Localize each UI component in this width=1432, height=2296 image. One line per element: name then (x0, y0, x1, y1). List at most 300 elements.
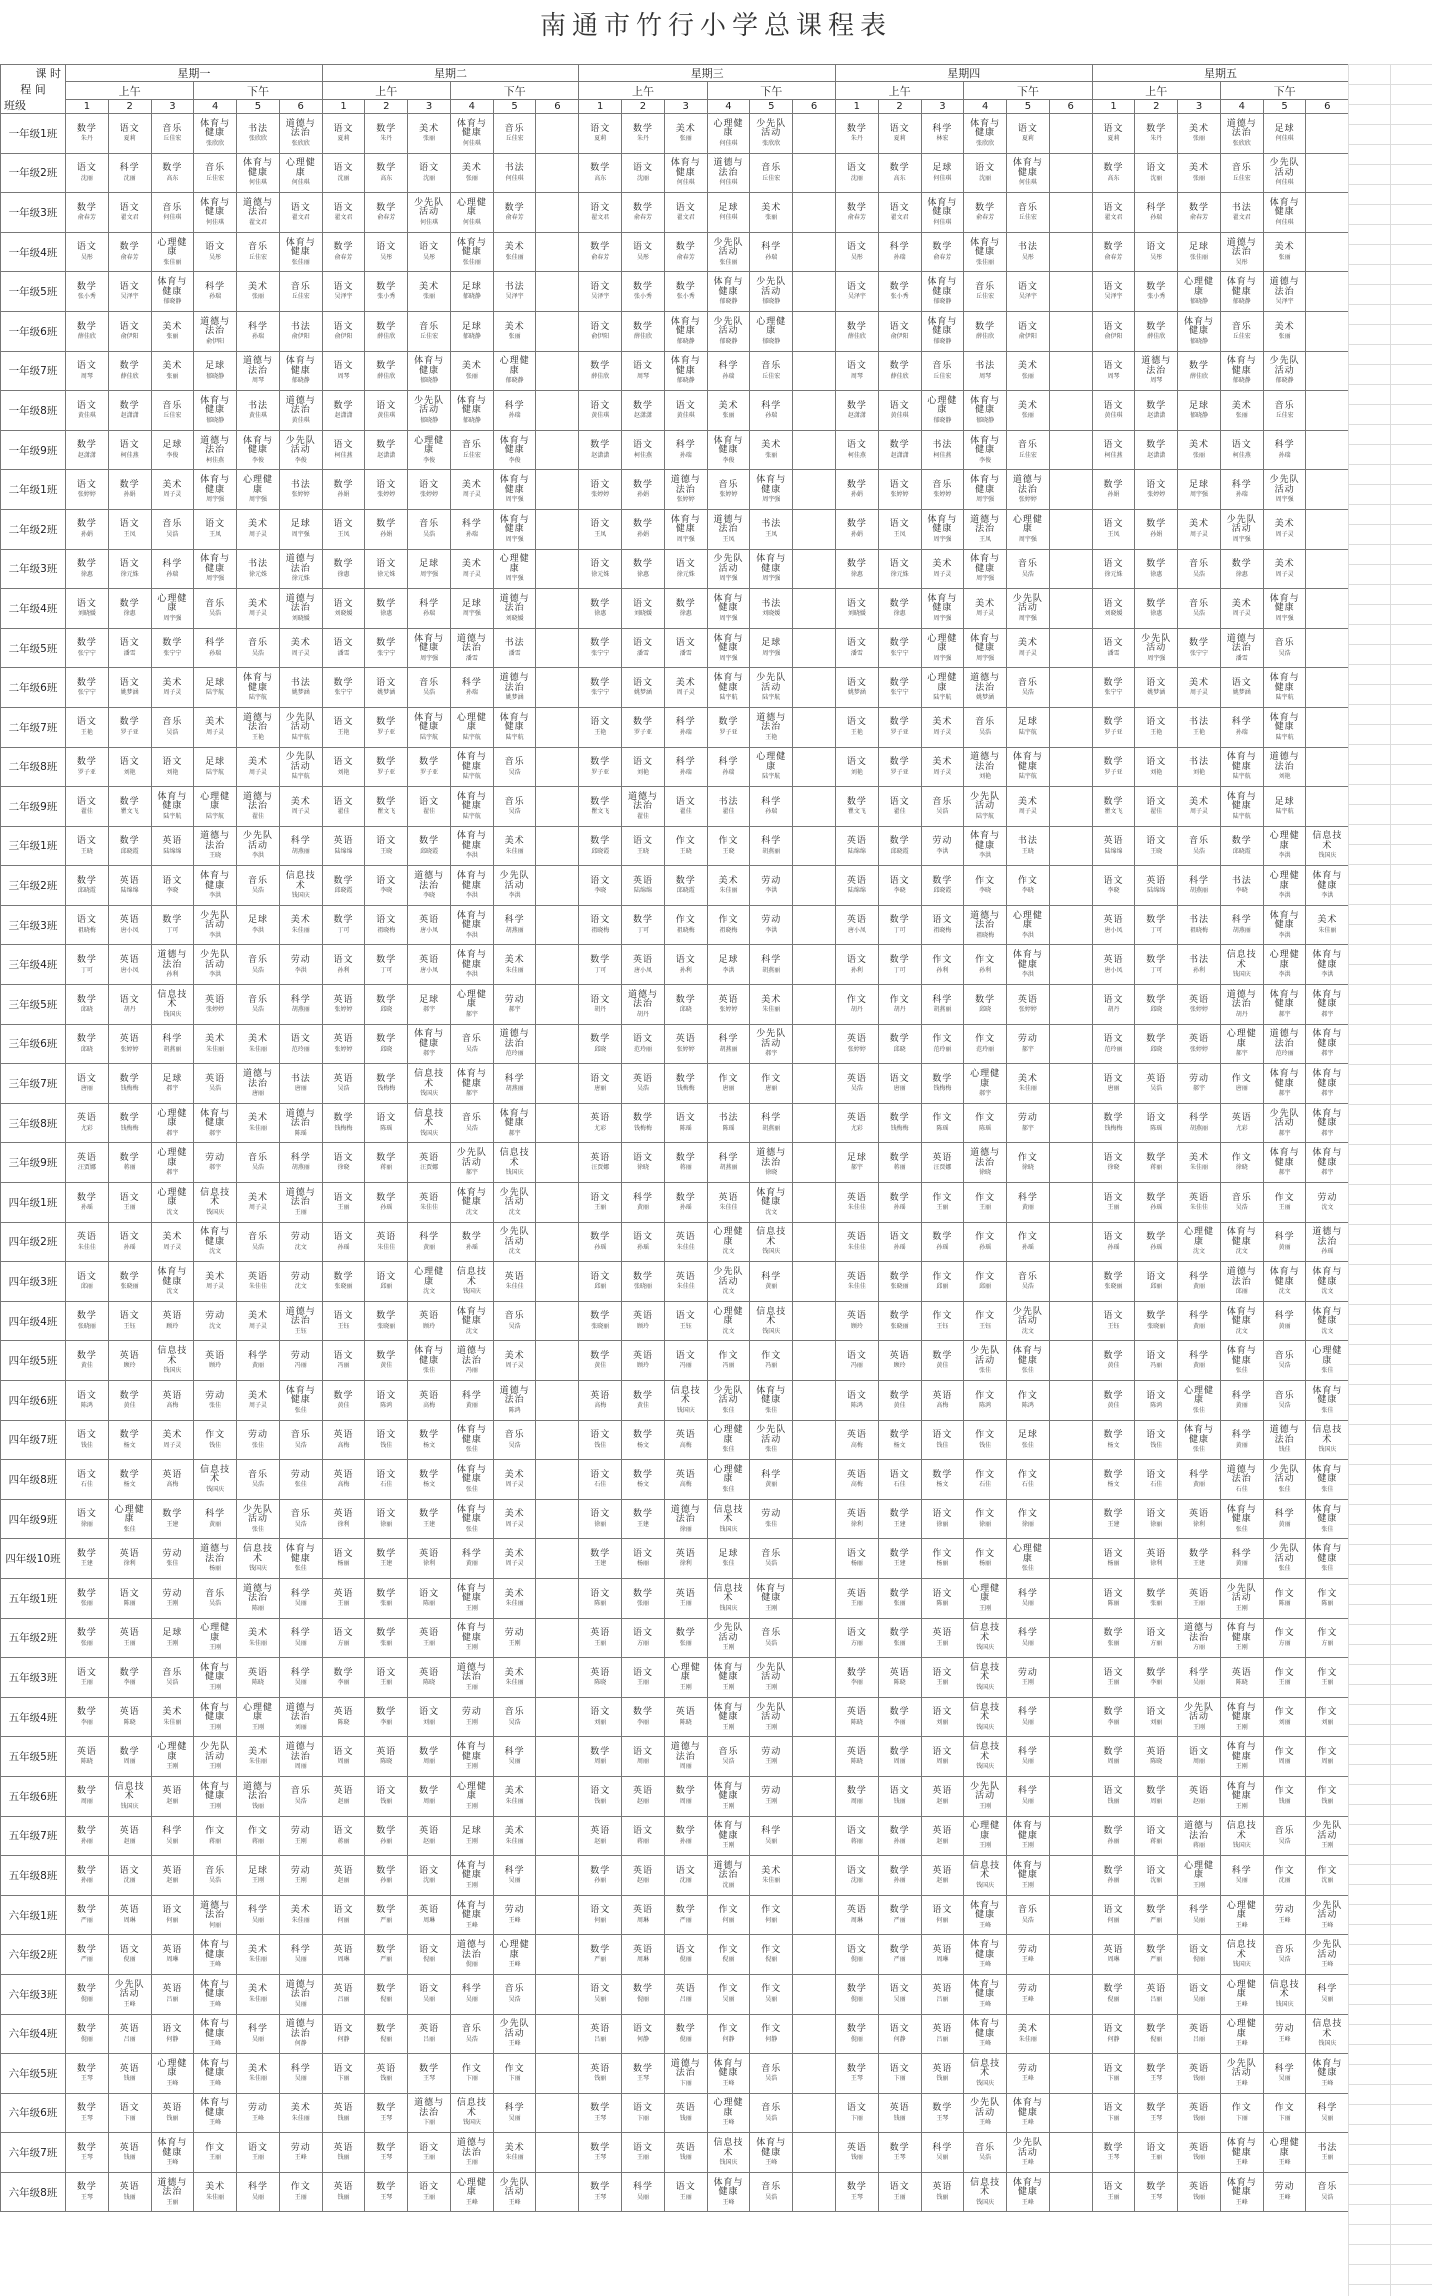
lesson-subject: 科学 (675, 440, 696, 451)
lesson-subject: 音乐 (975, 717, 996, 728)
lesson-cell (921, 2014, 964, 2054)
lesson-teacher: 周丽 (123, 1758, 136, 1766)
lesson-teacher: 周宇强 (206, 496, 225, 504)
lesson-teacher: 朱佳丽 (762, 1877, 781, 1885)
class-row (1, 114, 1349, 154)
lesson-cell (151, 114, 194, 154)
lesson-teacher: 周宇强 (420, 570, 439, 578)
lesson-teacher: 王丽 (465, 1683, 478, 1691)
lesson-teacher: 何佳琪 (462, 218, 481, 226)
lesson-subject: 道德与 法治 (157, 2177, 188, 2198)
lesson-teacher: 吴彤 (209, 253, 222, 261)
lesson-subject: 英语 (1231, 1667, 1252, 1678)
lesson-cell (66, 1262, 109, 1302)
lesson-subject: 数学 (376, 1073, 397, 1084)
lesson-subject: 语文 (632, 598, 653, 609)
class-name: 六年级5班 (1, 2054, 66, 2094)
lesson-cell (1135, 1856, 1178, 1896)
lesson-subject: 数学 (376, 1034, 397, 1045)
lesson-subject: 科学 (932, 2142, 953, 2153)
lesson-cell (408, 1143, 451, 1183)
lesson-subject: 音乐 (290, 1430, 311, 1441)
lesson-teacher: 王刚 (465, 1837, 478, 1845)
lesson-subject: 语文 (119, 202, 140, 213)
lesson-subject: 道德与 法治 (1184, 1821, 1215, 1841)
lesson-cell (108, 589, 151, 629)
lesson-teacher: 吕丽 (679, 1995, 692, 2003)
lesson-teacher: 王峰 (1278, 1916, 1291, 1924)
lesson-subject: 语文 (376, 1667, 397, 1678)
lesson-teacher: 柯佳燕 (633, 451, 652, 459)
lesson-subject: 体育与 健康 (456, 791, 487, 812)
lesson-subject: 足球 (1274, 796, 1295, 807)
lesson-cell (579, 945, 622, 985)
lesson-cell (1092, 391, 1135, 431)
lesson-cell (536, 1499, 579, 1539)
lesson-cell (1263, 2093, 1306, 2133)
lesson-subject: 体育与 健康 (499, 514, 530, 535)
lesson-cell (1178, 1776, 1221, 1816)
lesson-teacher: 沈文 (1321, 1204, 1334, 1212)
lesson-subject: 体育与 健康 (200, 2098, 231, 2118)
lesson-teacher: 李洪 (1321, 892, 1334, 900)
lesson-teacher: 倪丽 (1107, 1995, 1120, 2003)
lesson-subject: 科学 (1317, 2103, 1338, 2114)
lesson-subject: 英语 (632, 1350, 653, 1361)
lesson-teacher: 顾玲 (209, 1362, 222, 1370)
lesson-cell (622, 747, 665, 787)
lesson-cell (536, 232, 579, 272)
lesson-subject: 道德与 法治 (1226, 1267, 1257, 1287)
lesson-teacher: 李晓 (1235, 887, 1248, 895)
lesson-teacher: 李洪 (508, 892, 521, 900)
lesson-cell (408, 1183, 451, 1223)
lesson-subject: 英语 (1189, 1192, 1210, 1203)
lesson-teacher: 张宁宁 (591, 649, 610, 657)
lesson-subject: 语文 (632, 2103, 653, 2114)
lesson-subject: 英语 (1189, 2103, 1210, 2114)
lesson-teacher: 邱晓 (893, 1045, 906, 1053)
lesson-cell (707, 668, 750, 708)
lesson-teacher: 李洪 (1021, 971, 1034, 979)
lesson-subject: 音乐 (162, 1667, 183, 1678)
lesson-teacher: 王艳 (765, 733, 778, 741)
lesson-teacher: 倪丽 (765, 1956, 778, 1964)
lesson-subject: 英语 (932, 1152, 953, 1163)
lesson-teacher: 赵潇潇 (591, 451, 610, 459)
lesson-cell (1306, 311, 1349, 351)
lesson-subject: 语文 (889, 202, 910, 213)
lesson-cell (964, 1974, 1007, 2014)
lesson-teacher: 周子灵 (1190, 530, 1209, 538)
lesson-subject: 少先队 活动 (285, 752, 316, 772)
lesson-teacher: 张欣欣 (762, 139, 781, 147)
lesson-subject: 劳动 (1017, 1944, 1038, 1955)
lesson-teacher: 陆绵绵 (1147, 887, 1166, 895)
lesson-cell (322, 1737, 365, 1777)
lesson-teacher: 朱佳丽 (248, 1758, 267, 1766)
lesson-teacher: 沈文 (1021, 1327, 1034, 1335)
lesson-teacher: 吕丽 (123, 2035, 136, 2043)
lesson-teacher: 徐晓 (337, 1164, 350, 1172)
lesson-teacher: 钱梅梅 (120, 1124, 139, 1132)
lesson-cell (108, 470, 151, 510)
lesson-subject: 作文 (975, 1469, 996, 1480)
lesson-teacher: 周子灵 (933, 570, 952, 578)
lesson-teacher: 王刚 (166, 1600, 179, 1608)
lesson-cell (622, 2014, 665, 2054)
lesson-subject: 语文 (632, 836, 653, 847)
lesson-cell (493, 193, 536, 233)
lesson-cell (622, 2054, 665, 2094)
lesson-subject: 英语 (119, 2024, 140, 2035)
lesson-teacher: 陈晓 (850, 1718, 863, 1726)
lesson-cell (194, 589, 237, 629)
lesson-teacher: 张婷婷 (591, 491, 610, 499)
lesson-subject: 体育与 健康 (1012, 2177, 1043, 2198)
lesson-teacher: 王钰 (679, 1322, 692, 1330)
lesson-subject: 语文 (376, 875, 397, 886)
lesson-subject: 数学 (376, 1628, 397, 1639)
lesson-subject: 体育与 健康 (970, 395, 1001, 416)
lesson-subject: 体育与 健康 (756, 1187, 787, 1208)
lesson-cell (1263, 1974, 1306, 2014)
lesson-teacher: 周丽 (1107, 1758, 1120, 1766)
lesson-cell (1092, 1341, 1135, 1381)
lesson-cell (1178, 311, 1221, 351)
lesson-teacher: 张佳丽 (462, 258, 481, 266)
lesson-cell (579, 1064, 622, 1104)
class-name: 一年级5班 (1, 272, 66, 312)
lesson-subject: 体育与 健康 (713, 435, 744, 456)
lesson-subject: 作文 (718, 1944, 739, 1955)
lesson-teacher: 赵潇潇 (334, 412, 353, 420)
lesson-teacher: 钱国庆 (462, 2119, 481, 2127)
lesson-cell (493, 826, 536, 866)
lesson-subject: 语文 (1146, 242, 1167, 253)
lesson-cell (322, 668, 365, 708)
lesson-teacher: 王琴 (936, 2114, 949, 2122)
lesson-teacher: 李丽 (1107, 1718, 1120, 1726)
lesson-cell (536, 430, 579, 470)
lesson-subject: 数学 (119, 1469, 140, 1480)
lesson-subject: 数学 (632, 1509, 653, 1520)
lesson-cell (579, 668, 622, 708)
lesson-teacher: 周子灵 (248, 1204, 267, 1212)
lesson-teacher: 陆宇航 (933, 694, 952, 702)
lesson-cell (878, 232, 921, 272)
lesson-cell (1263, 391, 1306, 431)
lesson-teacher: 吴浩 (209, 1600, 222, 1608)
lesson-cell (1092, 1697, 1135, 1737)
lesson-subject: 科学 (718, 1152, 739, 1163)
lesson-subject: 英语 (419, 1628, 440, 1639)
lesson-cell (365, 826, 408, 866)
lesson-cell (664, 1539, 707, 1579)
lesson-subject: 音乐 (761, 163, 782, 174)
lesson-cell (536, 2014, 579, 2054)
lesson-subject: 英语 (162, 1944, 183, 1955)
lesson-teacher: 孙瑞 (679, 768, 692, 776)
lesson-cell (66, 905, 109, 945)
lesson-cell (835, 1341, 878, 1381)
lesson-cell (365, 430, 408, 470)
lesson-subject: 信息技 术 (970, 1742, 1001, 1762)
lesson-cell (536, 1737, 579, 1777)
lesson-cell (237, 1578, 280, 1618)
lesson-cell (408, 114, 451, 154)
lesson-teacher: 俞伊阳 (1018, 333, 1037, 341)
day-header: 星期四 (835, 65, 1092, 82)
lesson-teacher: 钱佳 (1278, 1446, 1291, 1454)
lesson-teacher: 孙瑞 (1150, 214, 1163, 222)
lesson-teacher: 周丽 (893, 1758, 906, 1766)
lesson-teacher: 刘晓媛 (505, 614, 524, 622)
lesson-teacher: 徐元姝 (890, 570, 909, 578)
lesson-teacher: 陈瑶 (722, 1124, 735, 1132)
lesson-teacher: 邱晓霞 (676, 887, 695, 895)
lesson-subject: 少先队 活动 (1226, 514, 1257, 535)
class-row (1, 1816, 1349, 1856)
lesson-subject: 美术 (1017, 2024, 1038, 2035)
lesson-subject: 科学 (1189, 875, 1210, 886)
lesson-subject: 心理健 康 (1226, 1979, 1257, 2000)
lesson-cell (194, 945, 237, 985)
lesson-cell (707, 1499, 750, 1539)
lesson-teacher: 周琳 (1107, 1956, 1120, 1964)
lesson-cell (279, 1816, 322, 1856)
lesson-teacher: 吴浩 (1278, 1956, 1291, 1964)
lesson-teacher: 薛佳欣 (377, 372, 396, 380)
lesson-teacher: 孙瑶 (636, 1243, 649, 1251)
lesson-teacher: 赵丽 (936, 1877, 949, 1885)
lesson-cell (194, 1064, 237, 1104)
lesson-teacher: 祖晓梅 (676, 926, 695, 934)
lesson-cell (793, 1222, 836, 1262)
lesson-cell (1049, 1539, 1092, 1579)
lesson-subject: 美术 (761, 994, 782, 1005)
lesson-cell (1306, 866, 1349, 906)
lesson-cell (1049, 707, 1092, 747)
lesson-subject: 语文 (846, 1628, 867, 1639)
lesson-cell (408, 1499, 451, 1539)
lesson-subject: 体育与 健康 (456, 1860, 487, 1881)
lesson-subject: 心理健 康 (200, 791, 231, 812)
lesson-teacher: 顾玲 (423, 1322, 436, 1330)
lesson-cell (793, 985, 836, 1025)
lesson-cell (1263, 1776, 1306, 1816)
lesson-subject: 英语 (932, 2182, 953, 2193)
lesson-subject: 语文 (376, 1509, 397, 1520)
lesson-cell (835, 311, 878, 351)
class-name: 三年级4班 (1, 945, 66, 985)
lesson-subject: 数学 (675, 994, 696, 1005)
class-row (1, 1935, 1349, 1975)
lesson-subject: 科学 (1189, 1350, 1210, 1361)
lesson-subject: 心理健 康 (1269, 871, 1300, 891)
lesson-teacher: 陆宇航 (462, 812, 481, 820)
lesson-subject: 语文 (333, 321, 354, 332)
lesson-teacher: 钱国庆 (719, 2159, 738, 2167)
lesson-cell (1007, 1262, 1050, 1302)
period-header: 2 (878, 99, 921, 113)
lesson-cell (793, 2133, 836, 2173)
lesson-teacher: 孙丽 (893, 1837, 906, 1845)
lesson-cell (108, 826, 151, 866)
lesson-teacher: 刘丽 (1150, 1718, 1163, 1726)
lesson-cell (1220, 1895, 1263, 1935)
lesson-subject: 音乐 (975, 281, 996, 292)
lesson-subject: 信息技 术 (970, 1860, 1001, 1881)
period-header: 5 (1263, 99, 1306, 113)
lesson-teacher: 张婷婷 (1190, 1006, 1209, 1014)
lesson-teacher: 刘艳 (979, 773, 992, 781)
lesson-teacher: 何丽 (1107, 1916, 1120, 1924)
lesson-teacher: 吴丽 (765, 1837, 778, 1845)
afternoon-header: 下午 (707, 82, 835, 99)
lesson-subject: 数学 (590, 242, 611, 253)
lesson-subject: 数学 (376, 1707, 397, 1718)
lesson-cell (964, 470, 1007, 510)
period-header: 4 (964, 99, 1007, 113)
lesson-teacher: 吴浩 (1235, 1204, 1248, 1212)
lesson-cell (664, 232, 707, 272)
lesson-cell (450, 1974, 493, 2014)
lesson-cell (1178, 787, 1221, 827)
lesson-cell (1263, 1024, 1306, 1064)
lesson-cell (921, 470, 964, 510)
lesson-teacher: 李丽 (850, 1679, 863, 1687)
lesson-subject: 体育与 健康 (756, 1385, 787, 1406)
lesson-cell (1049, 1103, 1092, 1143)
lesson-cell (450, 1578, 493, 1618)
lesson-teacher: 顾玲 (636, 1322, 649, 1330)
lesson-teacher: 陈瑶 (679, 1124, 692, 1132)
lesson-teacher: 郁晓静 (462, 293, 481, 301)
lesson-teacher: 石佳 (979, 1481, 992, 1489)
lesson-teacher: 孙利 (1193, 966, 1206, 974)
lesson-cell (1092, 549, 1135, 589)
lesson-cell (579, 1381, 622, 1421)
lesson-teacher: 沈丽 (1150, 174, 1163, 182)
lesson-cell (237, 470, 280, 510)
lesson-teacher: 张宁宁 (163, 649, 182, 657)
lesson-subject: 心理健 康 (713, 1306, 744, 1327)
lesson-cell (921, 391, 964, 431)
lesson-subject: 体育与 健康 (414, 1346, 445, 1366)
lesson-cell (1049, 1499, 1092, 1539)
lesson-teacher: 张佳 (251, 1441, 264, 1449)
lesson-subject: 英语 (846, 1311, 867, 1322)
lesson-cell (322, 2093, 365, 2133)
lesson-subject: 美术 (1274, 242, 1295, 253)
lesson-cell (1220, 1183, 1263, 1223)
lesson-subject: 体育与 健康 (670, 356, 701, 376)
period-header: 2 (365, 99, 408, 113)
lesson-cell (750, 470, 793, 510)
lesson-subject: 语文 (846, 638, 867, 649)
lesson-subject: 音乐 (718, 1746, 739, 1757)
lesson-teacher: 俞春芳 (976, 214, 995, 222)
lesson-teacher: 张丽 (893, 1600, 906, 1608)
period-header: 6 (1306, 99, 1349, 113)
lesson-teacher: 吴浩 (850, 1085, 863, 1093)
lesson-cell (108, 114, 151, 154)
lesson-subject: 英语 (675, 1984, 696, 1995)
lesson-teacher: 邱晓霞 (933, 887, 952, 895)
lesson-teacher: 孙瑞 (722, 372, 735, 380)
lesson-subject: 道德与 法治 (456, 633, 487, 654)
lesson-cell (622, 905, 665, 945)
lesson-cell (750, 1578, 793, 1618)
lesson-teacher: 严丽 (380, 1916, 393, 1924)
lesson-cell (707, 1697, 750, 1737)
lesson-cell (750, 391, 793, 431)
lesson-cell (1135, 1658, 1178, 1698)
lesson-cell (66, 747, 109, 787)
lesson-cell (878, 589, 921, 629)
lesson-subject: 语文 (889, 1073, 910, 1084)
class-row (1, 1737, 1349, 1777)
lesson-cell (66, 1974, 109, 2014)
lesson-cell (622, 826, 665, 866)
lesson-teacher: 高东 (380, 174, 393, 182)
lesson-teacher: 张宁宁 (334, 689, 353, 697)
lesson-cell (108, 391, 151, 431)
lesson-subject: 美术 (1274, 321, 1295, 332)
lesson-subject: 体育与 健康 (1012, 950, 1043, 970)
lesson-subject: 数学 (889, 1865, 910, 1876)
lesson-teacher: 邱晓霞 (334, 887, 353, 895)
lesson-cell (1135, 1895, 1178, 1935)
lesson-cell (1178, 1183, 1221, 1223)
lesson-teacher: 钱丽 (1107, 1797, 1120, 1805)
lesson-teacher: 郝宇 (465, 1169, 478, 1177)
lesson-cell (1135, 1737, 1178, 1777)
lesson-teacher: 王建 (166, 1520, 179, 1528)
lesson-subject: 体育与 健康 (927, 197, 958, 218)
lesson-subject: 数学 (76, 440, 97, 451)
lesson-cell (1178, 2093, 1221, 2133)
lesson-teacher: 王峰 (209, 1961, 222, 1969)
lesson-cell (1049, 1460, 1092, 1500)
lesson-teacher: 赵丽 (594, 1837, 607, 1845)
lesson-cell (964, 787, 1007, 827)
lesson-teacher: 卞丽 (1107, 2114, 1120, 2122)
lesson-subject: 科学 (675, 717, 696, 728)
lesson-cell (108, 1064, 151, 1104)
lesson-cell (878, 1895, 921, 1935)
class-row (1, 1499, 1349, 1539)
lesson-subject: 数学 (846, 796, 867, 807)
lesson-subject: 科学 (247, 321, 268, 332)
lesson-cell (622, 2172, 665, 2212)
lesson-cell (365, 787, 408, 827)
lesson-teacher: 周丽 (594, 1758, 607, 1766)
lesson-cell (1178, 1064, 1221, 1104)
lesson-teacher: 张丽 (1150, 1600, 1163, 1608)
lesson-cell (1135, 985, 1178, 1025)
lesson-subject: 数学 (1146, 1786, 1167, 1797)
lesson-subject: 劳动 (504, 1905, 525, 1916)
lesson-cell (579, 1697, 622, 1737)
lesson-teacher: 何佳琪 (291, 179, 310, 187)
lesson-subject: 道德与 法治 (285, 1742, 316, 1762)
lesson-cell (322, 430, 365, 470)
lesson-cell (66, 153, 109, 193)
lesson-cell (1007, 707, 1050, 747)
lesson-subject: 语文 (932, 915, 953, 926)
